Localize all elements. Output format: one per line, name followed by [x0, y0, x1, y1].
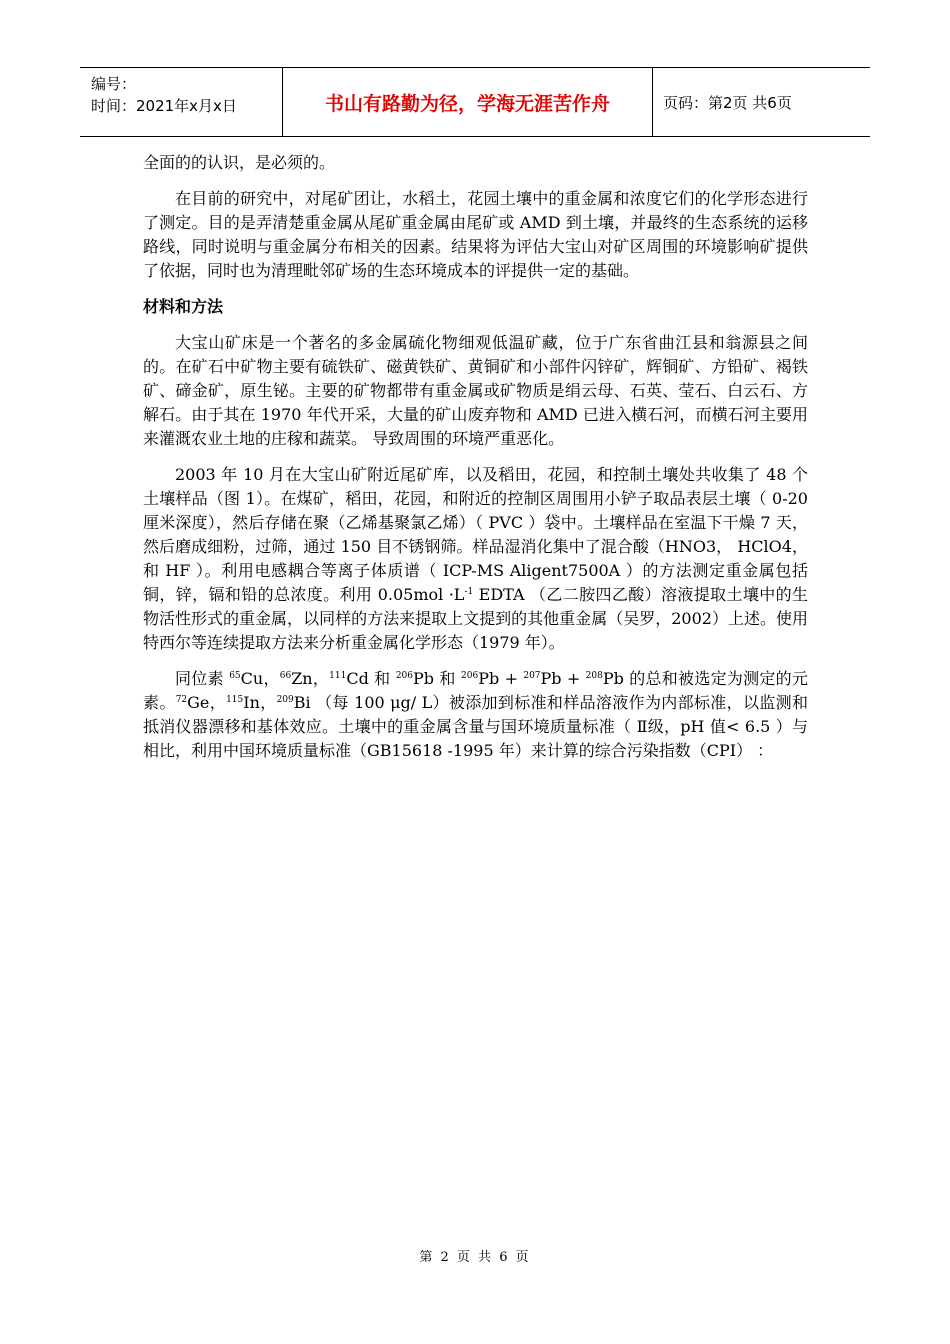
- document-body: [143, 151, 808, 775]
- isotope-superscript: 206: [461, 671, 479, 681]
- superscript: -1: [464, 587, 474, 597]
- paragraph-4-text-a: 2003 年 10 月在大宝山矿附近尾矿库，以及稻田，花园，和控制土壤处共收集了 48 个土壤样品（图 1）。在煤矿，稻田，花园，和附近的控制区周围用小铲子取品表层土壤（ 0-20 厘米深度），然后存储在聚（乙烯基聚氯乙烯）（ PVC ）袋中。土壤样品在室温下干燥 7 天，然后磨成细粉，过筛，通过 150 目不锈钢筛。样品湿消化集中了混合酸（HNO3， HClO4， 和 HF ）。利用电感耦合等离子体质谱（ ICP-MS Aligent7500A ）的方法测定重金属包括铜，锌，镉和铅的总浓度。利用 0.05mol ·L: [143, 465, 808, 604]
- p5-text: Zn，: [291, 669, 330, 688]
- p5-text: Pb 和: [413, 669, 462, 688]
- p5-text: Pb +: [478, 669, 524, 688]
- isotope-superscript: 72: [175, 695, 188, 705]
- isotope-superscript: 209: [276, 695, 294, 705]
- p5-text: In，: [243, 693, 277, 712]
- header-page-info: 页码：第2页 共6页: [663, 93, 792, 112]
- isotope-superscript: 115: [226, 695, 244, 705]
- isotope-superscript: 65: [229, 671, 241, 681]
- header-motto: 书山有路勤为径，学海无涯苦作舟: [282, 68, 653, 136]
- page-header: [80, 67, 870, 137]
- paragraph-1: 全面的的认识，是必须的。: [143, 153, 336, 172]
- page-footer: 第 2 页 共 6 页: [419, 1250, 531, 1265]
- paragraph-5: [143, 667, 808, 763]
- isotope-superscript: 111: [329, 671, 347, 681]
- isotope-superscript: 208: [585, 671, 603, 681]
- isotope-superscript: 207: [523, 671, 541, 681]
- paragraph-4-text-b: EDTA （乙二胺四乙酸）溶液提取土壤中的生物活性形式的重金属，以同样的方法来提取上文提到的其他重金属（吴罗，2002）上述。使用特西尔等连续提取方法来分析重金属化学形态（1979 年）。: [143, 585, 808, 652]
- p5-text: Bi （每 100 μg/ L）被添加到标准和样品溶液作为内部标准，以监测和抵消仪器漂移和基体效应。土壤中的重金属含量与国环境质量标准（ Ⅱ级，pH 值< 6.5 ）与相比，利用中国环境质量标准（GB15618 -1995 年）来计算的综合污染指数（CPI） ：: [143, 693, 808, 760]
- paragraph-2: 在目前的研究中，对尾矿团让，水稻土，花园土壤中的重金属和浓度它们的化学形态进行了测定。目的是弄清楚重金属从尾矿重金属由尾矿或 AMD 到土壤，并最终的生态系统的运移路线，同时说明与重金属分布相关的因素。结果将为评估大宝山对矿区周围的环境影响矿提供了依据，同时也为清理毗邻矿场的生态环境成本的评提供一定的基础。: [143, 189, 808, 280]
- p5-text: 同位素: [175, 669, 230, 688]
- paragraph-4: [143, 463, 808, 655]
- isotope-superscript: 66: [279, 671, 292, 681]
- time-label: 时间：2021年x月x日: [91, 97, 237, 115]
- paragraph-3: 大宝山矿床是一个著名的多金属硫化物细观低温矿藏，位于广东省曲江县和翁源县之间的。在矿石中矿物主要有硫铁矿、磁黄铁矿、黄铜矿和小部件闪锌矿，辉铜矿、方铅矿、褐铁矿、碲金矿，原生铋。主要的矿物都带有重金属或矿物质是绢云母、石英、莹石、白云石、方解石。由于其在 1970 年代开采，大量的矿山废弃物和 AMD 已进入横石河，而横石河主要用来灌溉农业土地的庄稼和蔬菜。 导致周围的环境严重恶化。: [143, 333, 808, 448]
- number-label: 编号：: [91, 75, 137, 93]
- p5-text: Cu，: [240, 669, 280, 688]
- p5-text: Ge，: [187, 693, 227, 712]
- p5-text: Cd 和: [346, 669, 396, 688]
- section-heading: 材料和方法: [143, 297, 224, 316]
- p5-text: Pb 的总和被选定为测定的元素。: [143, 669, 808, 712]
- p5-text: Pb +: [540, 669, 586, 688]
- isotope-superscript: 206: [395, 671, 414, 681]
- header-meta: [80, 68, 282, 136]
